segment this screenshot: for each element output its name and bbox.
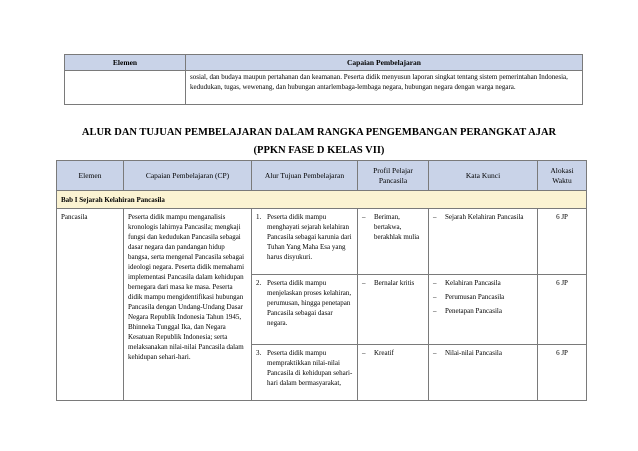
profil-cell — [358, 345, 429, 401]
cp-continuation-text: sosial, dan budaya maupun pertahanan dan keamanan. Peserta didik menyusun laporan singkat tentang sistem pemerintahan Indonesia, kedudukan, tugas, wewenang, dan hubungan antarlembaga-lembaga negara, hubungan negara dengan warga negara. — [186, 71, 583, 105]
alokasi-cell: 6 JP — [538, 345, 587, 401]
kata-kunci-item — [433, 306, 533, 316]
atp-number: 1. — [256, 213, 262, 221]
dash-marker: – — [362, 349, 366, 357]
document-subtitle: (PPKN FASE D KELAS VII) — [253, 145, 385, 156]
header-cp: Capaian Pembelajaran (CP) — [124, 161, 252, 191]
profil-item — [362, 212, 424, 242]
kata-kunci-text: Nilai-nilai Pancasila — [445, 349, 502, 357]
profil-item — [362, 348, 424, 358]
kata-kunci-text: Sejarah Kelahiran Pancasila — [445, 213, 524, 221]
profil-item — [362, 278, 424, 288]
header-row — [57, 161, 587, 191]
header-elemen: Elemen — [57, 161, 124, 191]
kata-kunci-cell — [429, 275, 538, 345]
alokasi-cell: 6 JP — [538, 275, 587, 345]
kata-kunci-cell — [429, 209, 538, 275]
atp-number: 2. — [256, 279, 262, 287]
kata-kunci-text: Kelahiran Pancasila — [445, 279, 501, 287]
kata-kunci-text: Penetapan Pancasila — [445, 307, 502, 315]
dash-marker: – — [362, 279, 366, 287]
atp-table — [56, 160, 587, 401]
profil-cell — [358, 275, 429, 345]
atp-number: 3. — [256, 349, 262, 357]
table-row — [57, 209, 587, 275]
alokasi-cell: 6 JP — [538, 209, 587, 275]
atp-item — [256, 348, 353, 388]
table-row — [65, 71, 583, 105]
document-title: ALUR DAN TUJUAN PEMBELAJARAN DALAM RANGKA PENGEMBANGAN PERANGKAT AJAR — [81, 127, 557, 138]
atp-cell — [252, 275, 358, 345]
elemen-cell — [65, 71, 186, 105]
atp-item — [256, 278, 353, 328]
dash-marker: – — [433, 279, 437, 287]
elemen-cell: Pancasila — [57, 209, 124, 401]
atp-text: Peserta didik mampu menghayati sejarah kelahiran Pancasila sebagai karunia dari Tuhan Yang Maha Esa yang harus disyukuri. — [267, 213, 352, 261]
dash-marker: – — [433, 293, 437, 301]
dash-marker: – — [362, 213, 366, 221]
atp-cell — [252, 345, 358, 401]
dash-marker: – — [433, 349, 437, 357]
kata-kunci-text: Perumusan Pancasila — [445, 293, 505, 301]
dash-marker: – — [433, 307, 437, 315]
atp-item — [256, 212, 353, 262]
chapter-row — [57, 191, 587, 209]
atp-text: Peserta didik mampu mempraktikkan nilai-nilai Pancasila di kehidupan sehari-hari dalam bermasyarakat, — [267, 349, 353, 387]
dash-marker: – — [433, 213, 437, 221]
kata-kunci-item — [433, 278, 533, 288]
kata-kunci-item — [433, 348, 533, 358]
header-elemen: Elemen — [65, 55, 186, 71]
profil-text: Beriman, bertakwa, berakhlak mulia — [374, 213, 420, 241]
header-profil: Profil Pelajar Pancasila — [358, 161, 429, 191]
cp-cell: Peserta didik mampu menganalisis kronologis lahirnya Pancasila; mengkaji fungsi dan kedudukan Pancasila sebagai dasar negara dan pandangan hidup bangsa, serta mengenal Pancasila sebagai ideologi negara. Peserta didik memahami implementasi Pancasila dalam kehidupan bernegara dari masa ke masa. Peserta didik mampu mengidentifikasi hubungan Pancasila dengan Undang-Undang Dasar Negara Republik Indonesia Tahun 1945, Bhinneka Tunggal Ika, dan Negara Kesatuan Republik Indonesia; serta melaksanakan nilai-nilai Pancasila dalam kehidupan sehari-hari. — [124, 209, 252, 401]
kata-kunci-cell — [429, 345, 538, 401]
kata-kunci-item — [433, 212, 533, 222]
header-alokasi: Alokasi Waktu — [538, 161, 587, 191]
atp-text: Peserta didik mampu menjelaskan proses kelahiran, perumusan, hingga penetapan Pancasila sebagai dasar negara. — [267, 279, 352, 327]
profil-text: Bernalar kritis — [374, 279, 415, 287]
header-row — [65, 55, 583, 71]
profil-text: Kreatif — [374, 349, 394, 357]
profil-cell — [358, 209, 429, 275]
atp-cell — [252, 209, 358, 275]
header-kata-kunci: Kata Kunci — [429, 161, 538, 191]
header-capaian-pembelajaran: Capaian Pembelajaran — [186, 55, 583, 71]
cp-continuation-table — [64, 54, 583, 105]
header-atp: Alur Tujuan Pembelajaran — [252, 161, 358, 191]
kata-kunci-item — [433, 292, 533, 302]
chapter-title: Bab I Sejarah Kelahiran Pancasila — [57, 191, 587, 209]
